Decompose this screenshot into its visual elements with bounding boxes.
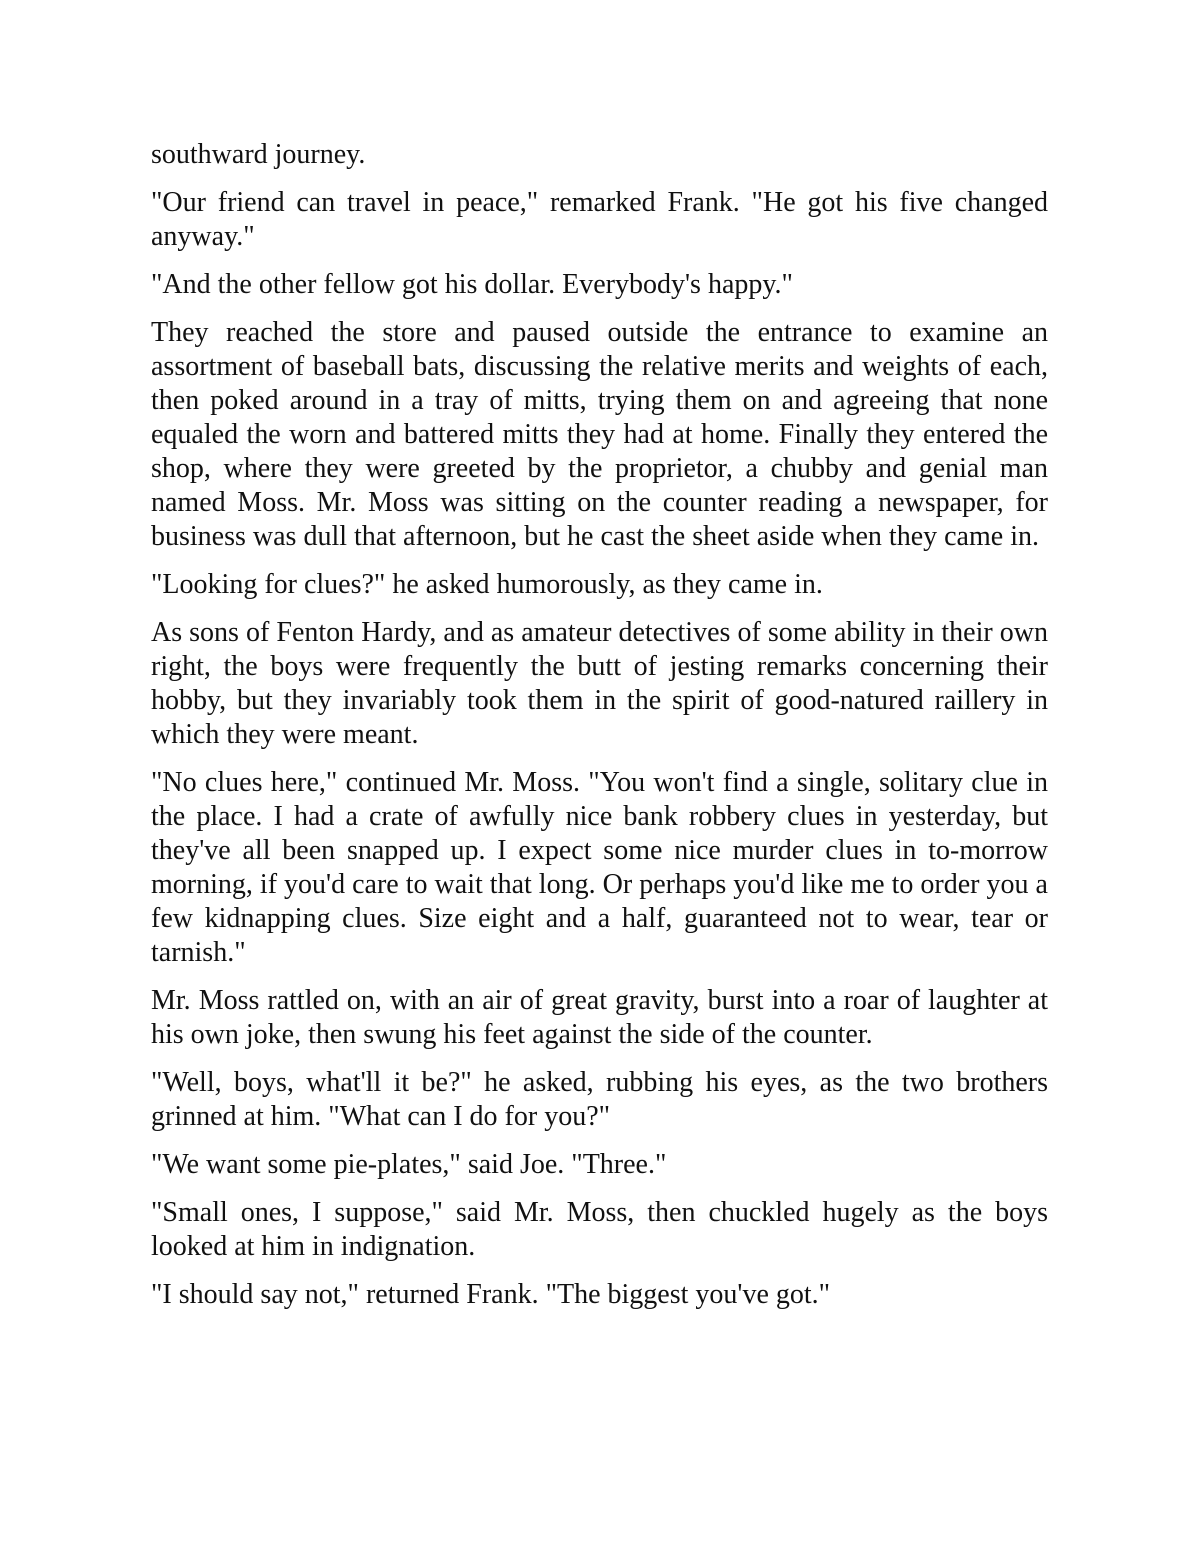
- paragraph-4: They reached the store and paused outside the entrance to examine an assortment of baseball bats, discussing the relative merits and weights of each, then poked around in a tray of mitts, trying them on and agreeing that none equaled the worn and battered mitts they had at home. Finally they entered the shop, where they were greeted by the proprietor, a chubby and genial man named Moss. Mr. Moss was sitting on the counter reading a newspaper, for business was dull that afternoon, but he cast the sheet aside when they came in.: [151, 317, 1048, 552]
- paragraph-11: "Small ones, I suppose," said Mr. Moss, then chuckled hugely as the boys looked at him in indignation.: [151, 1197, 1048, 1262]
- document-page: [151, 138, 1048, 1326]
- paragraph-6: As sons of Fenton Hardy, and as amateur detectives of some ability in their own right, the boys were frequently the butt of jesting remarks concerning their hobby, but they invariably took them in the spirit of good-natured raillery in which they were meant.: [151, 617, 1048, 750]
- paragraph-2: "Our friend can travel in peace," remarked Frank. "He got his five changed anyway.": [151, 187, 1048, 252]
- paragraph-12: "I should say not," returned Frank. "The biggest you've got.": [151, 1279, 831, 1310]
- paragraph-5: "Looking for clues?" he asked humorously, as they came in.: [151, 569, 823, 600]
- paragraph-3: "And the other fellow got his dollar. Everybody's happy.": [151, 269, 793, 300]
- paragraph-10: "We want some pie-plates," said Joe. "Three.": [151, 1149, 667, 1180]
- paragraph-9: "Well, boys, what'll it be?" he asked, rubbing his eyes, as the two brothers grinned at him. "What can I do for you?": [151, 1067, 1048, 1132]
- paragraph-8: Mr. Moss rattled on, with an air of great gravity, burst into a roar of laughter at his own joke, then swung his feet against the side of the counter.: [151, 985, 1048, 1050]
- paragraph-1: southward journey.: [151, 139, 366, 170]
- paragraph-7: "No clues here," continued Mr. Moss. "You won't find a single, solitary clue in the place. I had a crate of awfully nice bank robbery clues in yesterday, but they've all been snapped up. I expect some nice murder clues in to-morrow morning, if you'd care to wait that long. Or perhaps you'd like me to order you a few kidnapping clues. Size eight and a half, guaranteed not to wear, tear or tarnish.": [151, 767, 1048, 968]
